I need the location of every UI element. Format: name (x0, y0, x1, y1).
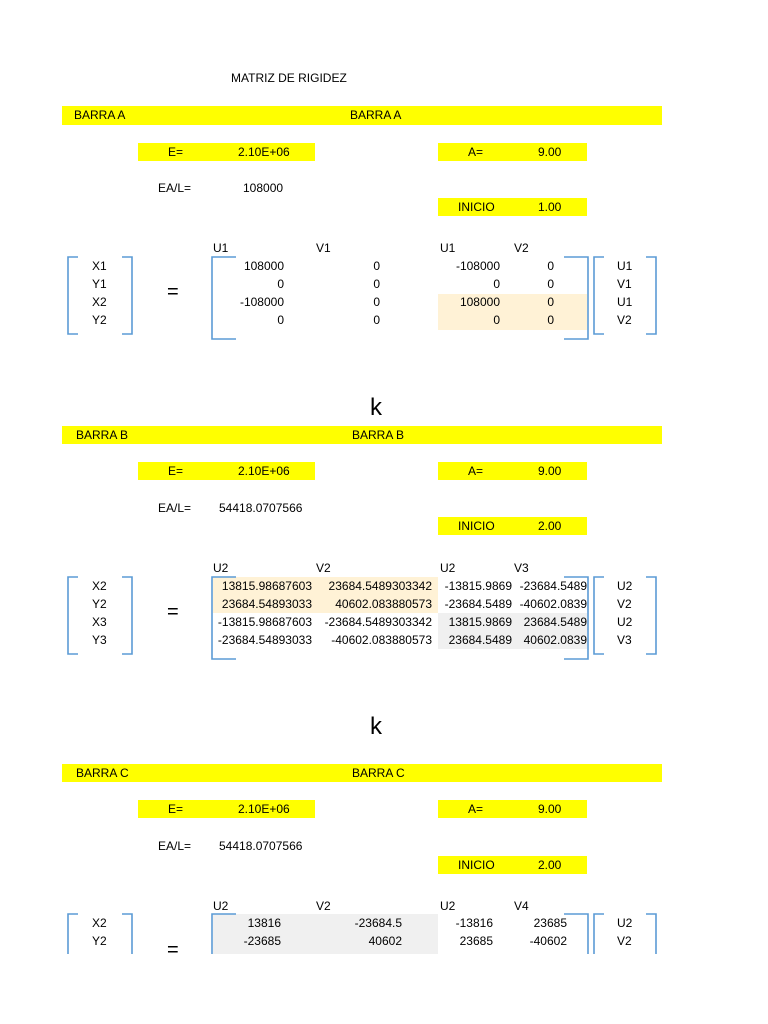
barra-b-left-1: X2 (92, 579, 107, 593)
barra-a-e-label: E= (168, 145, 184, 159)
barra-a-label: BARRA A (74, 108, 126, 122)
matrix-cell: 108000 (459, 295, 500, 309)
barra-b-inicio-label: INICIO (458, 519, 495, 533)
barra-c-e-value: 2.10E+06 (238, 802, 290, 816)
page-title: MATRIZ DE RIGIDEZ (231, 71, 347, 85)
barra-c-right-2: V2 (617, 934, 632, 948)
matrix-cell: 0 (373, 259, 380, 273)
matrix-cell: 0 (373, 277, 380, 291)
matrix-cell: -23684.5 (354, 916, 402, 930)
barra-b-col-header-1: U2 (213, 561, 229, 575)
barra-b-e-value: 2.10E+06 (238, 464, 290, 478)
barra-b-left-4: Y3 (92, 633, 107, 647)
barra-a-ea-value: 108000 (243, 181, 284, 195)
barra-a-inicio-label: INICIO (458, 200, 495, 214)
matrix-cell: 0 (277, 313, 284, 327)
barra-a-left-y1: Y1 (92, 277, 107, 291)
barra-c-col-header-3: U2 (440, 899, 456, 913)
matrix-cell: 40602.0839 (523, 633, 587, 647)
barra-b-col-header-3: U2 (440, 561, 456, 575)
matrix-cell: 13816 (247, 916, 281, 930)
barra-b-col-header-2: V2 (316, 561, 331, 575)
barra-a-col-header-2: V1 (316, 241, 331, 255)
barra-c-col-header-1: U2 (213, 899, 229, 913)
matrix-cell: 0 (547, 295, 554, 309)
barra-a-col-header-4: V2 (514, 241, 529, 255)
barra-b-a-cell (438, 462, 587, 480)
barra-c-ea-value: 54418.0707566 (219, 839, 303, 853)
matrix-cell: 23685 (533, 916, 567, 930)
barra-c-label: BARRA C (76, 766, 129, 780)
barra-b-right-2: V2 (617, 597, 632, 611)
barra-b-a-label: A= (468, 464, 484, 478)
barra-b-ea-label: EA/L= (158, 501, 192, 515)
matrix-cell: -108000 (239, 295, 284, 309)
matrix-cell: -13815.98687603 (217, 615, 312, 629)
barra-c-a-label: A= (468, 802, 484, 816)
barra-a-right-3: U1 (617, 295, 633, 309)
barra-a-left-x1: X1 (92, 259, 107, 273)
k-label-2: k (370, 713, 382, 740)
barra-b-center-label: BARRA B (352, 428, 405, 442)
barra-c-e-label: E= (168, 802, 184, 816)
barra-a-col-header-1: U1 (213, 241, 229, 255)
barra-a-left-x2: X2 (92, 295, 107, 309)
matrix-cell: 0 (277, 277, 284, 291)
barra-b-e-label: E= (168, 464, 184, 478)
matrix-cell: 0 (373, 295, 380, 309)
k-label-1: k (370, 394, 382, 421)
matrix-cell: 0 (493, 277, 500, 291)
barra-c-inicio-value: 2.00 (538, 858, 562, 872)
matrix-cell: -40602.083880573 (331, 633, 432, 647)
matrix-cell: -23684.5489 (519, 579, 587, 593)
barra-a-center-label: BARRA A (350, 108, 402, 122)
barra-c-inicio-label: INICIO (458, 858, 495, 872)
matrix-cell: 0 (547, 313, 554, 327)
matrix-cell: 23685 (459, 934, 493, 948)
matrix-cell: 23684.54893033 (221, 597, 312, 611)
barra-a-inicio-value: 1.00 (538, 200, 562, 214)
barra-b-col-header-4: V3 (514, 561, 529, 575)
matrix-cell: 13815.9869 (448, 615, 512, 629)
barra-b-label: BARRA B (76, 428, 129, 442)
matrix-cell: -40602.0839 (519, 597, 587, 611)
barra-a-right-1: U1 (617, 259, 633, 273)
barra-b-right-1: U2 (617, 579, 633, 593)
matrix-cell: -23684.5489303342 (324, 615, 432, 629)
barra-a-col-header-3: U1 (440, 241, 456, 255)
matrix-cell: 23684.5489 (448, 633, 512, 647)
barra-a-right-2: V1 (617, 277, 632, 291)
matrix-cell: -13815.9869 (444, 579, 512, 593)
matrix-cell: -40602 (529, 934, 567, 948)
matrix-cell: -13816 (455, 916, 493, 930)
barra-c-equals: = (167, 939, 179, 954)
barra-b-right-3: U2 (617, 615, 633, 629)
matrix-cell: 40602 (368, 934, 402, 948)
barra-c-ea-label: EA/L= (158, 839, 192, 853)
barra-a-equals: = (167, 281, 179, 303)
matrix-cell: -23684.54893033 (217, 633, 312, 647)
barra-c-center-label: BARRA C (352, 766, 405, 780)
matrix-cell: -23684.5489 (444, 597, 512, 611)
barra-b-left-2: Y2 (92, 597, 107, 611)
barra-b-equals: = (167, 601, 179, 623)
barra-c-clip (0, 910, 768, 954)
barra-c-a-cell (438, 800, 587, 818)
matrix-cell: 40602.083880573 (335, 597, 432, 611)
matrix-cell: 23684.5489 (523, 615, 587, 629)
matrix-cell: -23685 (243, 934, 281, 948)
barra-a-ea-label: EA/L= (158, 181, 192, 195)
barra-b-right-4: V3 (617, 633, 632, 647)
barra-a-a-cell (438, 143, 587, 161)
barra-c-left-2: Y2 (92, 934, 107, 948)
barra-c-a-value: 9.00 (538, 802, 562, 816)
barra-a-e-value: 2.10E+06 (238, 145, 290, 159)
barra-b-ea-value: 54418.0707566 (219, 501, 303, 515)
barra-a-left-y2: Y2 (92, 313, 107, 327)
barra-a-right-4: V2 (617, 313, 632, 327)
matrix-cell: 0 (373, 313, 380, 327)
matrix-cell: 13815.98687603 (221, 579, 312, 593)
matrix-cell: 0 (547, 277, 554, 291)
barra-b-a-value: 9.00 (538, 464, 562, 478)
barra-c-left-1: X2 (92, 916, 107, 930)
matrix-cell: 108000 (243, 259, 284, 273)
matrix-cell: -108000 (455, 259, 500, 273)
barra-a-a-label: A= (468, 145, 484, 159)
barra-a-a-value: 9.00 (538, 145, 562, 159)
matrix-cell: 0 (493, 313, 500, 327)
barra-b-inicio-value: 2.00 (538, 519, 562, 533)
matrix-cell: 0 (547, 259, 554, 273)
barra-c-right-1: U2 (617, 916, 633, 930)
barra-c-col-header-2: V2 (316, 899, 331, 913)
matrix-cell: 23684.5489303342 (328, 579, 432, 593)
barra-b-left-3: X3 (92, 615, 107, 629)
barra-c-col-header-4: V4 (514, 899, 529, 913)
